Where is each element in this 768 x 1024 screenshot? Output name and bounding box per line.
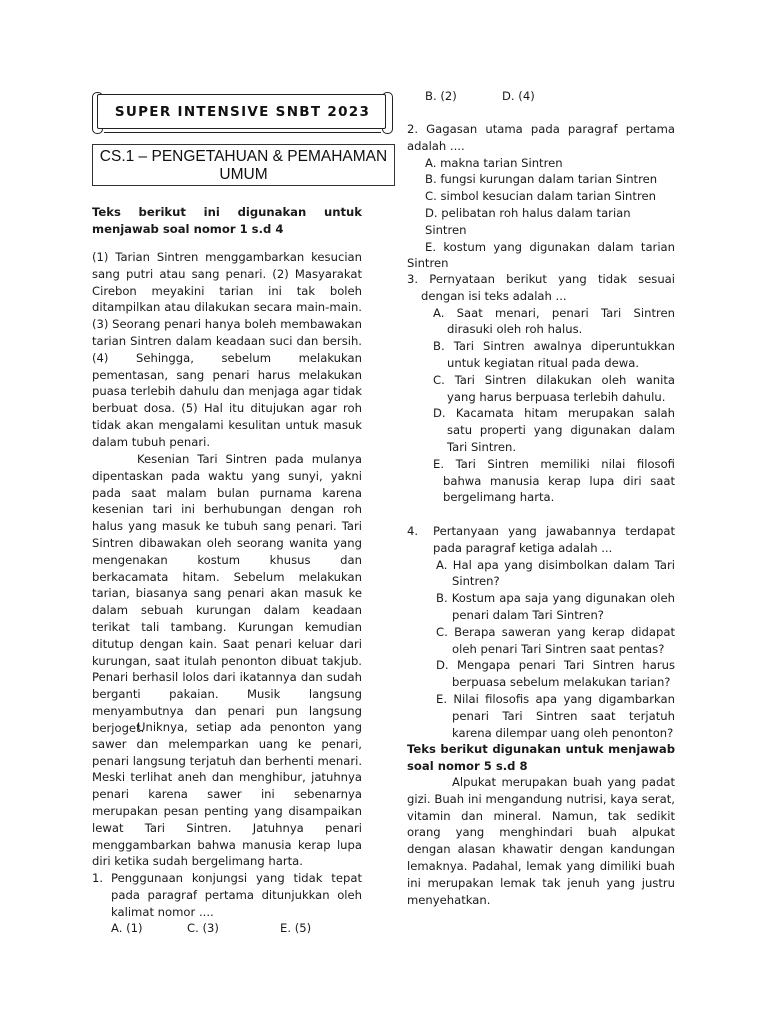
q4-option-a[interactable]: A. Hal apa yang disimbolkan dalam Tari Sintren? — [436, 557, 675, 589]
question-2 — [407, 121, 675, 272]
q1-options-continued — [407, 88, 675, 105]
q1-option-a[interactable]: A. (1) — [111, 921, 143, 936]
q2-option-c[interactable]: C. simbol kesucian dalam tarian Sintren — [425, 189, 656, 204]
question-3 — [407, 271, 675, 506]
title-banner — [92, 92, 393, 134]
q3-option-e[interactable]: E. Tari Sintren memiliki nilai filosofi bahwa manusia kerap lupa diri saat bergelimang harta. — [433, 456, 675, 505]
q1-option-b[interactable]: B. (2) — [425, 89, 457, 103]
intro-text-2: Teks berikut digunakan untuk menjawab soal nomor 5 s.d 8 — [407, 742, 675, 773]
q4-option-e[interactable]: E. Nilai filosofis apa yang digambarkan penari Tari Sintren saat terjatuh karena dilempar uang oleh penonton? — [436, 691, 675, 740]
passage1-paragraph2: Kesenian Tari Sintren pada mulanya dipentaskan pada waktu yang sunyi, yakni pada saat malam bulan purnama karena kesenian tari ini berhubungan dengan roh halus yang masuk ke tubuh sang penari. Tari Sintren dibawakan oleh seorang wanita yang mengenakan kostum khusus dan berkacamata hitam. Sebelum melakukan tarian, biasanya sang penari akan masuk ke dalam sebuah kurungan dalam keadaan terikat tali tambang. Kurungan kemudian ditutup dengan kain. Saat penari keluar dari kurungan, saat itulah penonton dibuat takjub. Penari berhasil lolos dari ikatannya dan sudah berganti pakaian. Musik langsung menyambutnya dan penari pun langsung berjoget. — [92, 452, 362, 735]
section-heading — [92, 144, 395, 186]
q3-option-a[interactable]: A. Saat menari, penari Tari Sintren dirasuki oleh roh halus. — [433, 305, 675, 337]
q2-option-b[interactable]: B. fungsi kurungan dalam tarian Sintren — [425, 172, 658, 187]
question-2-text: 2. Gagasan utama pada paragraf pertama adalah .... — [407, 122, 675, 153]
banner-underline — [104, 128, 381, 133]
q1-option-d[interactable]: D. (4) — [502, 89, 535, 103]
q2-option-d[interactable]: D. pelibatan roh halus dalam tarian Sintren — [425, 205, 631, 237]
passage2-paragraph: Alpukat merupakan buah yang padat gizi. Buah ini mengandung nutrisi, kaya serat, vitamin dan mineral. Namun, tak sedikit orang yang menghindari buah alpukat dengan alasan khawatir dengan kandungan lemaknya. Padahal, lemak yang dimiliki buah ini merupakan lemak tak jenuh yang justru menyehatkan. — [407, 775, 675, 907]
q4-option-c[interactable]: C. Berapa saweran yang kerap didapat oleh penari Tari Sintren saat pentas? — [436, 624, 675, 656]
question-3-text: 3. Pernyataan berikut yang tidak sesuai dengan isi teks adalah ... — [407, 272, 675, 303]
question-4-text: Pertanyaan yang jawabannya terdapat pada paragraf ketiga adalah ... — [433, 524, 675, 555]
section-heading-line1: CS.1 – PENGETAHUAN & PEMAHAMAN — [99, 148, 388, 165]
q2-option-a[interactable]: A. makna tarian Sintren — [425, 155, 563, 170]
question-4-number: 4. — [407, 524, 419, 538]
question-1-text: Penggunaan konjungsi yang tidak tepat pada paragraf pertama ditunjukkan oleh kalimat nomor .... — [111, 871, 362, 919]
question-1-number: 1. — [92, 871, 104, 885]
passage1-paragraph3: Uniknya, setiap ada penonton yang sawer dan melemparkan uang ke penari, penari langsung terjatuh dan berhenti menari. Meski terlihat aneh dan menghibur, jatuhnya penari karena sawer ini sebenarnya merupakan pesan penting yang disampaikan lewat Tari Sintren. Jatuhnya penari menggambarkan bahwa manusia kerap lupa diri ketika sudah bergelimang harta. — [92, 720, 362, 869]
question-1-options-row — [92, 920, 362, 937]
intro-text-1: Teks berikut ini digunakan untuk menjawab soal nomor 1 s.d 4 — [92, 205, 362, 236]
q1-option-e[interactable]: E. (5) — [280, 921, 312, 936]
q4-option-b[interactable]: B. Kostum apa saja yang digunakan oleh penari dalam Tari Sintren? — [436, 591, 675, 622]
q3-option-c[interactable]: C. Tari Sintren dilakukan oleh wanita yang harus berpuasa terlebih dahulu. — [433, 372, 675, 404]
question-1 — [92, 870, 362, 937]
banner-title: SUPER INTENSIVE SNBT 2023 — [114, 104, 371, 120]
q2-option-e[interactable]: E. kostum yang digunakan dalam tarian Sintren — [407, 239, 675, 271]
section-heading-line2: UMUM — [219, 166, 268, 183]
question-4 — [407, 523, 675, 741]
q3-option-d[interactable]: D. Kacamata hitam merupakan salah satu properti yang digunakan dalam Tari Sintren. — [433, 406, 675, 454]
passage1-paragraph1: (1) Tarian Sintren menggambarkan kesucian sang putri atau sang penari. (2) Masyarakat Cirebon meyakini tarian ini tak boleh ditampilkan atau dilakukan secara main-main. (3) Seorang penari hanya boleh membawakan tarian Sintren dalam keadaan suci dan bersih. (4) Sehingga, sebelum melakukan pementasan, sang penari harus melakukan puasa terlebih dahulu dan menjaga agar tidak berbuat dosa. (5) Hal itu ditujukan agar roh tidak akan mengalami kesulitan untuk masuk dalam tubuh penari. — [92, 250, 362, 449]
q1-option-c[interactable]: C. (3) — [187, 921, 219, 936]
q4-option-d[interactable]: D. Mengapa penari Tari Sintren harus berpuasa sebelum melakukan tarian? — [436, 658, 675, 690]
q3-option-b[interactable]: B. Tari Sintren awalnya diperuntukkan untuk kegiatan ritual pada dewa. — [433, 339, 675, 370]
